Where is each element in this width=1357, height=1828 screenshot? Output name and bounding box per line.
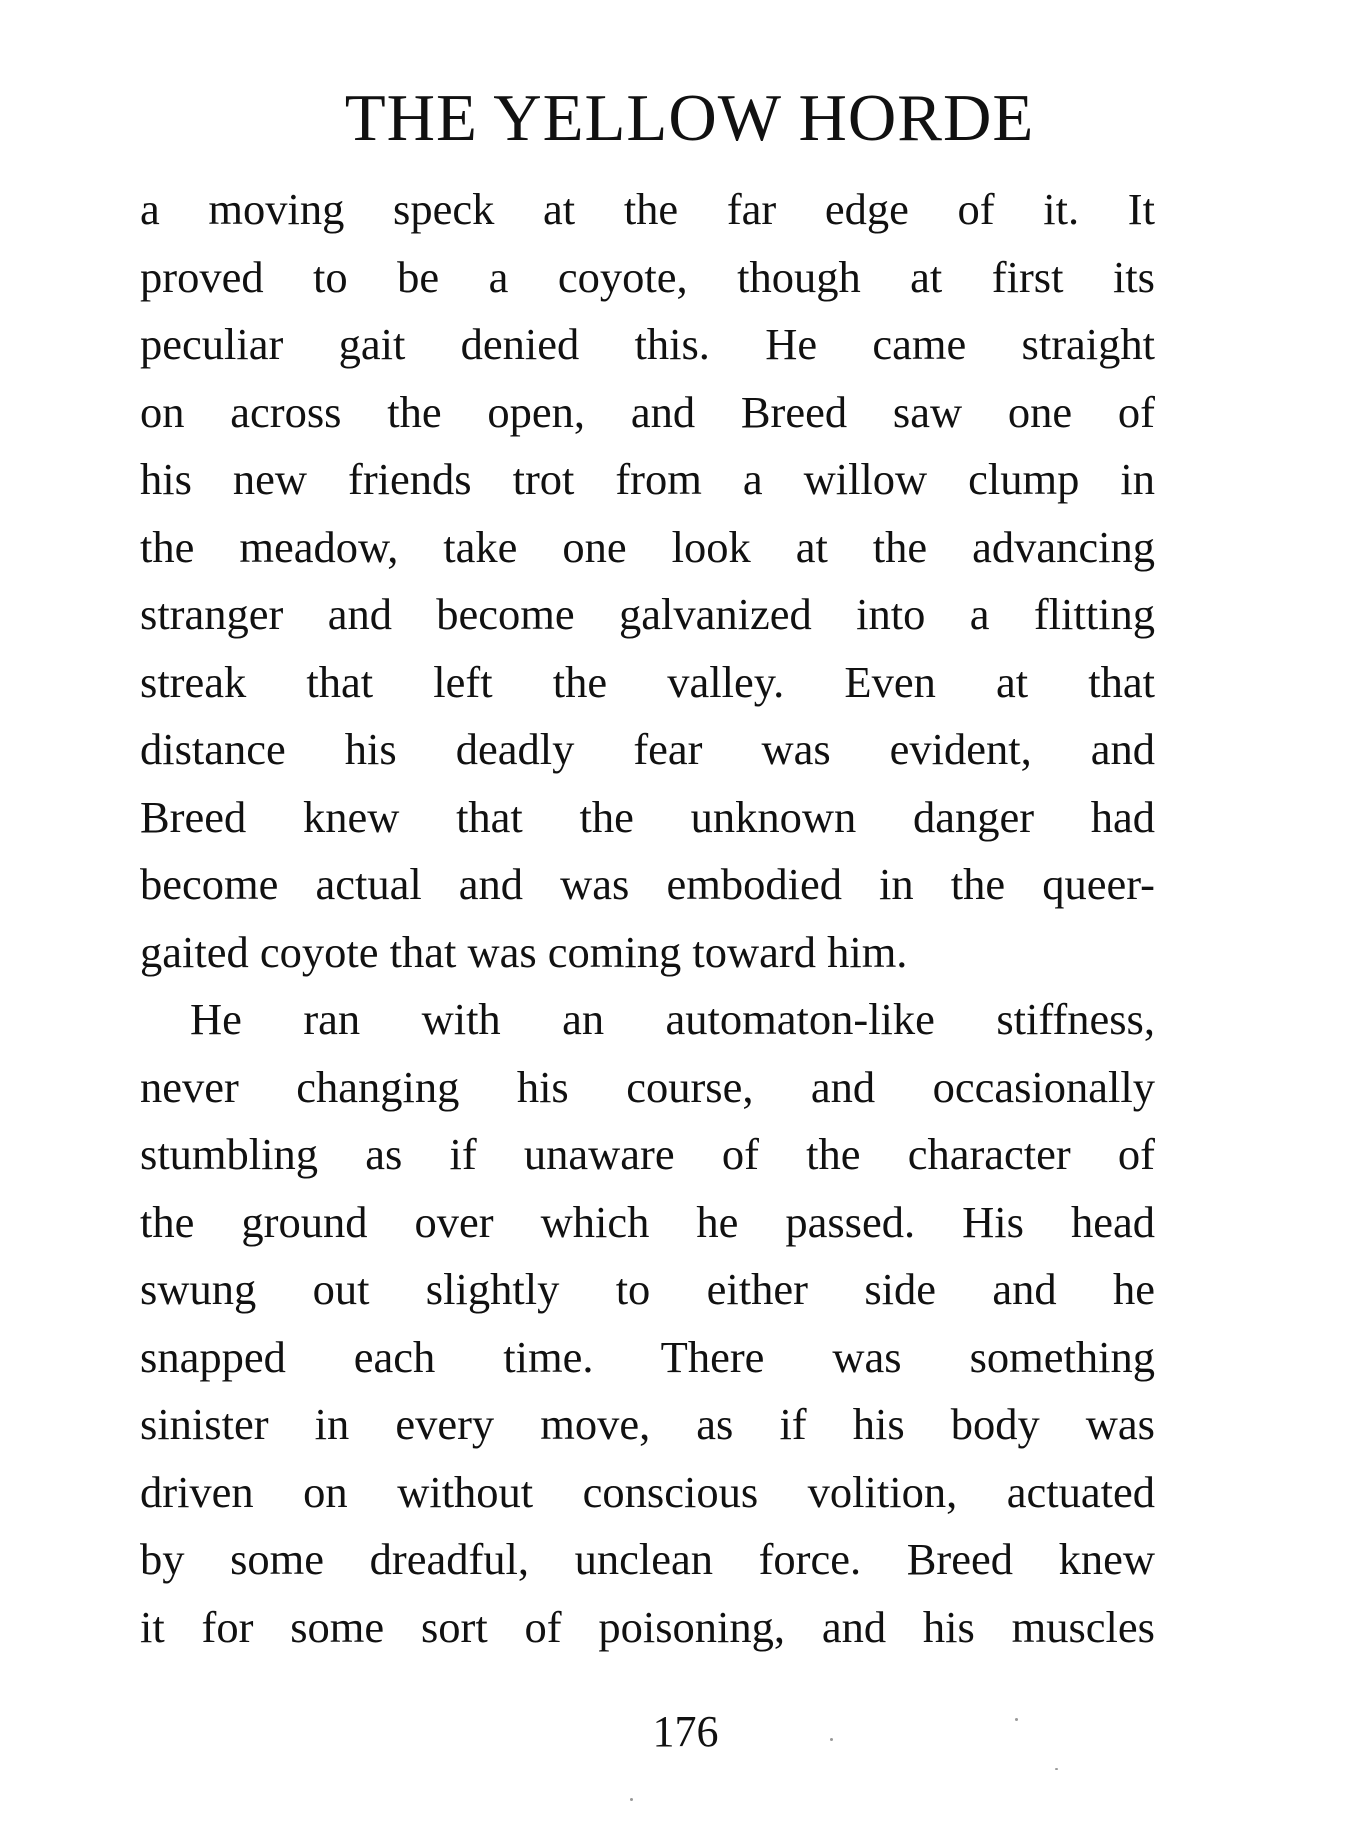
text-line: the ground over which he passed. His head [140,1196,1155,1247]
text-line: driven on without conscious volition, actuated [140,1466,1155,1517]
text-line: Breed knew that the unknown danger had [140,791,1155,842]
text-line: swung out slightly to either side and he [140,1264,1155,1314]
text-line: the meadow, take one look at the advancing [140,521,1155,572]
text-line: never changing his course, and occasionally [140,1061,1155,1112]
scan-speck [830,1738,833,1741]
text-line: on across the open, and Breed saw one of [140,386,1155,437]
text-line: his new friends trot from a willow clump in [140,454,1155,504]
text-line: sinister in every move, as if his body was [140,1399,1155,1449]
paragraph-2 [140,986,1155,1661]
text-line: peculiar gait denied this. He came straight [140,319,1155,369]
text-line: He ran with an automaton-like stiffness, [190,994,1155,1044]
scan-speck [630,1798,633,1801]
text-line: streak that left the valley. Even at that [140,656,1155,707]
text-line: gaited coyote that was coming toward him. [140,926,908,977]
text-line: a moving speck at the far edge of it. It [140,184,1155,234]
text-line: by some dreadful, unclean force. Breed knew [140,1534,1155,1584]
running-head: THE YELLOW HORDE [344,81,1035,155]
paragraph-1 [140,176,1155,986]
text-line: distance his deadly fear was evident, and [140,724,1155,774]
scan-speck [1055,1768,1058,1770]
text-line: it for some sort of poisoning, and his muscles [140,1601,1155,1652]
text-line: stranger and become galvanized into a flitting [140,589,1155,639]
text-line: proved to be a coyote, though at first its [140,251,1155,302]
text-line: snapped each time. There was something [140,1331,1155,1382]
page-number: 176 [652,1707,719,1756]
text-line: stumbling as if unaware of the character of [140,1129,1155,1179]
text-line: become actual and was embodied in the queer- [140,859,1155,909]
body-text [140,176,1155,1661]
scan-speck [1015,1718,1018,1721]
